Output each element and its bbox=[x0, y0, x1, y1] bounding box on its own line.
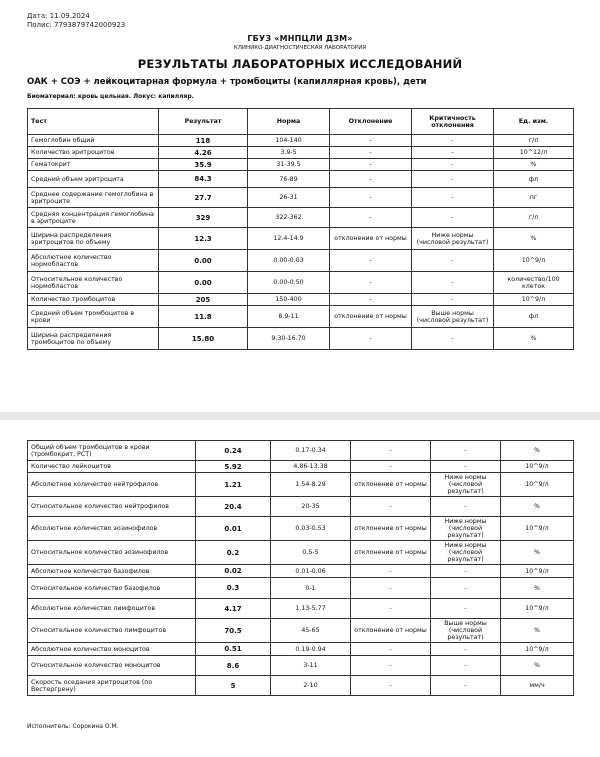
deviation-cell: - bbox=[330, 294, 412, 306]
result-value-cell: 0.00 bbox=[159, 250, 248, 272]
deviation-cell: - bbox=[351, 497, 431, 517]
criticality-cell: Ниже нормы (числовой результат) bbox=[431, 517, 501, 541]
criticality-cell: - bbox=[431, 565, 501, 578]
test-name-cell: Абсолютное количество нейтрофилов bbox=[28, 473, 196, 497]
deviation-cell: отклонение от нормы bbox=[330, 306, 412, 328]
test-name-cell: Относительное количество моноцитов bbox=[28, 656, 196, 676]
unit-cell: 10^9/л bbox=[501, 473, 574, 497]
test-name-cell: Скорость оседания эритроцитов (по Вестергрену) bbox=[28, 676, 196, 696]
test-name-cell: Относительное количество нормобластов bbox=[28, 272, 159, 294]
biomaterial-info: Биоматериал: кровь цельная. Локус: капилляр. bbox=[27, 93, 194, 100]
test-name-cell: Абсолютное количество лимфоцитов bbox=[28, 599, 196, 619]
results-table-page-1 bbox=[27, 108, 574, 350]
norm-range-cell: 1.13-5.77 bbox=[271, 599, 351, 619]
norm-range-cell: 4.86-13.38 bbox=[271, 461, 351, 473]
table-row bbox=[28, 497, 574, 517]
unit-cell: фл bbox=[494, 171, 574, 188]
norm-range-cell: 2-10 bbox=[271, 676, 351, 696]
deviation-cell: отклонение от нормы bbox=[351, 541, 431, 565]
laboratory-name: КЛИНИКО-ДИАГНОСТИЧЕСКАЯ ЛАБОРАТОРИЯ bbox=[233, 45, 367, 51]
deviation-cell: - bbox=[330, 147, 412, 159]
norm-range-cell: 150-400 bbox=[248, 294, 330, 306]
unit-cell: % bbox=[501, 578, 574, 599]
deviation-cell: - bbox=[351, 643, 431, 656]
norm-range-cell: 1.54-8.29 bbox=[271, 473, 351, 497]
norm-range-cell: 0.00-0.50 bbox=[248, 272, 330, 294]
unit-cell: мм/ч bbox=[501, 676, 574, 696]
criticality-cell: - bbox=[431, 461, 501, 473]
report-page-2 bbox=[0, 420, 600, 757]
criticality-cell: Ниже нормы (числовой результат) bbox=[412, 228, 494, 250]
unit-cell: % bbox=[501, 619, 574, 643]
test-name-cell: Абсолютное количество базофилов bbox=[28, 565, 196, 578]
criticality-cell: - bbox=[412, 147, 494, 159]
result-value-cell: 0.00 bbox=[159, 272, 248, 294]
criticality-cell: - bbox=[431, 643, 501, 656]
criticality-cell: - bbox=[412, 272, 494, 294]
criticality-cell: Ниже нормы (числовой результат) bbox=[431, 541, 501, 565]
test-name-cell: Абсолютное количество эозинофилов bbox=[28, 517, 196, 541]
norm-range-cell: 45-65 bbox=[271, 619, 351, 643]
result-value-cell: 205 bbox=[159, 294, 248, 306]
norm-range-cell: 0.01-0.06 bbox=[271, 565, 351, 578]
column-header-result: Результат bbox=[159, 109, 248, 135]
deviation-cell: - bbox=[330, 135, 412, 147]
test-name-cell: Средняя концентрация гемоглобина в эритроците bbox=[28, 208, 159, 228]
table-row bbox=[28, 228, 574, 250]
table-row bbox=[28, 171, 574, 188]
deviation-cell: - bbox=[330, 159, 412, 171]
norm-range-cell: 31-39.5 bbox=[248, 159, 330, 171]
page-title: РЕЗУЛЬТАТЫ ЛАБОРАТОРНЫХ ИССЛЕДОВАНИЙ bbox=[137, 57, 463, 71]
table-row bbox=[28, 517, 574, 541]
column-header-norm: Норма bbox=[248, 109, 330, 135]
test-name-cell: Гематокрит bbox=[28, 159, 159, 171]
table-row bbox=[28, 135, 574, 147]
unit-cell: % bbox=[501, 497, 574, 517]
column-header-deviation: Отклонение bbox=[330, 109, 412, 135]
deviation-cell: - bbox=[330, 250, 412, 272]
criticality-cell: - bbox=[431, 441, 501, 461]
test-name-cell: Количество тромбоцитов bbox=[28, 294, 159, 306]
deviation-cell: - bbox=[330, 272, 412, 294]
result-value-cell: 84.3 bbox=[159, 171, 248, 188]
criticality-cell: Выше нормы (числовой результат) bbox=[412, 306, 494, 328]
table-row bbox=[28, 473, 574, 497]
criticality-cell: Выше нормы (числовой результат) bbox=[431, 619, 501, 643]
deviation-cell: - bbox=[330, 188, 412, 208]
unit-cell: г/л bbox=[494, 135, 574, 147]
result-value-cell: 20.4 bbox=[196, 497, 271, 517]
norm-range-cell: 3-11 bbox=[271, 656, 351, 676]
unit-cell: 10^9/л bbox=[501, 599, 574, 619]
criticality-cell: Ниже нормы (числовой результат) bbox=[431, 473, 501, 497]
deviation-cell: - bbox=[351, 656, 431, 676]
test-name-cell: Общий объем тромбоцитов в крови (тромбокрит, PCT) bbox=[28, 441, 196, 461]
deviation-cell: - bbox=[351, 599, 431, 619]
table-row bbox=[28, 619, 574, 643]
table-row bbox=[28, 541, 574, 565]
table-row bbox=[28, 306, 574, 328]
test-name-cell: Количество эритроцитов bbox=[28, 147, 159, 159]
unit-cell: % bbox=[501, 441, 574, 461]
deviation-cell: - bbox=[330, 208, 412, 228]
norm-range-cell: 0.17-0.34 bbox=[271, 441, 351, 461]
result-value-cell: 0.3 bbox=[196, 578, 271, 599]
report-date: Дата: 11.09.2024 bbox=[27, 12, 90, 20]
table-header-row bbox=[28, 109, 574, 135]
unit-cell: % bbox=[494, 328, 574, 350]
unit-cell: 10^9/л bbox=[501, 461, 574, 473]
criticality-cell: - bbox=[412, 294, 494, 306]
test-name-cell: Ширина распределения тромбоцитов по объему bbox=[28, 328, 159, 350]
unit-cell: % bbox=[494, 228, 574, 250]
criticality-cell: - bbox=[431, 676, 501, 696]
criticality-cell: - bbox=[431, 656, 501, 676]
table-row bbox=[28, 599, 574, 619]
criticality-cell: - bbox=[431, 497, 501, 517]
result-value-cell: 5 bbox=[196, 676, 271, 696]
test-name-cell: Средний объем эритроцита bbox=[28, 171, 159, 188]
result-value-cell: 0.01 bbox=[196, 517, 271, 541]
norm-range-cell: 8.9-11 bbox=[248, 306, 330, 328]
result-value-cell: 1.21 bbox=[196, 473, 271, 497]
table-row bbox=[28, 643, 574, 656]
result-value-cell: 0.24 bbox=[196, 441, 271, 461]
unit-cell: 10^12/л bbox=[494, 147, 574, 159]
column-header-criticality: Критичность отклонения bbox=[412, 109, 494, 135]
criticality-cell: - bbox=[412, 135, 494, 147]
norm-range-cell: 12.4-14.9 bbox=[248, 228, 330, 250]
unit-cell: количество/100 клеток bbox=[494, 272, 574, 294]
unit-cell: 10^9/л bbox=[501, 565, 574, 578]
result-value-cell: 8.6 bbox=[196, 656, 271, 676]
executor-signature-line: Исполнитель: Сорокина О.М. bbox=[27, 723, 119, 730]
test-name-cell: Среднее содержание гемоглобина в эритроците bbox=[28, 188, 159, 208]
result-value-cell: 70.5 bbox=[196, 619, 271, 643]
norm-range-cell: 20-35 bbox=[271, 497, 351, 517]
criticality-cell: - bbox=[431, 578, 501, 599]
table-row bbox=[28, 441, 574, 461]
test-name-cell: Относительное количество эозинофилов bbox=[28, 541, 196, 565]
test-name-cell: Абсолютное количество моноцитов bbox=[28, 643, 196, 656]
unit-cell: % bbox=[501, 656, 574, 676]
norm-range-cell: 0.5-5 bbox=[271, 541, 351, 565]
deviation-cell: - bbox=[330, 328, 412, 350]
result-value-cell: 118 bbox=[159, 135, 248, 147]
deviation-cell: - bbox=[351, 578, 431, 599]
deviation-cell: отклонение от нормы bbox=[351, 473, 431, 497]
result-value-cell: 0.51 bbox=[196, 643, 271, 656]
unit-cell: 10^9/л bbox=[501, 517, 574, 541]
result-value-cell: 5.92 bbox=[196, 461, 271, 473]
test-name-cell: Относительное количество нейтрофилов bbox=[28, 497, 196, 517]
policy-number: Полис: 7793879742000923 bbox=[27, 21, 126, 29]
test-name-cell: Относительное количество лимфоцитов bbox=[28, 619, 196, 643]
norm-range-cell: 26-31 bbox=[248, 188, 330, 208]
test-name-cell: Средний объем тромбоцитов в крови bbox=[28, 306, 159, 328]
results-table-page-2 bbox=[27, 440, 574, 696]
criticality-cell: - bbox=[412, 159, 494, 171]
deviation-cell: - bbox=[351, 565, 431, 578]
test-name-cell: Относительное количество базофилов bbox=[28, 578, 196, 599]
result-value-cell: 4.26 bbox=[159, 147, 248, 159]
criticality-cell: - bbox=[431, 599, 501, 619]
result-value-cell: 27.7 bbox=[159, 188, 248, 208]
test-name-cell: Количество лейкоцитов bbox=[28, 461, 196, 473]
result-value-cell: 15.80 bbox=[159, 328, 248, 350]
norm-range-cell: 3.9-5 bbox=[248, 147, 330, 159]
norm-range-cell: 0.00-0.03 bbox=[248, 250, 330, 272]
unit-cell: 10^9/л bbox=[494, 250, 574, 272]
deviation-cell: - bbox=[351, 441, 431, 461]
table-row bbox=[28, 188, 574, 208]
table-row bbox=[28, 250, 574, 272]
result-value-cell: 12.3 bbox=[159, 228, 248, 250]
deviation-cell: - bbox=[351, 461, 431, 473]
result-value-cell: 0.02 bbox=[196, 565, 271, 578]
result-value-cell: 35.9 bbox=[159, 159, 248, 171]
unit-cell: г/л bbox=[494, 208, 574, 228]
table-row bbox=[28, 272, 574, 294]
norm-range-cell: 104-140 bbox=[248, 135, 330, 147]
table-row bbox=[28, 565, 574, 578]
unit-cell: 10^9/л bbox=[494, 294, 574, 306]
unit-cell: пг bbox=[494, 188, 574, 208]
norm-range-cell: 0.03-0.53 bbox=[271, 517, 351, 541]
table-row bbox=[28, 578, 574, 599]
norm-range-cell: 76-89 bbox=[248, 171, 330, 188]
result-value-cell: 0.2 bbox=[196, 541, 271, 565]
norm-range-cell: 322-362 bbox=[248, 208, 330, 228]
test-name-cell: Ширина распределения эритроцитов по объему bbox=[28, 228, 159, 250]
table-row bbox=[28, 676, 574, 696]
table-row bbox=[28, 461, 574, 473]
test-name-cell: Гемоглобин общий bbox=[28, 135, 159, 147]
norm-range-cell: 0.19-0.94 bbox=[271, 643, 351, 656]
result-value-cell: 4.17 bbox=[196, 599, 271, 619]
table-row bbox=[28, 159, 574, 171]
norm-range-cell: 0-1 bbox=[271, 578, 351, 599]
deviation-cell: - bbox=[351, 676, 431, 696]
result-value-cell: 11.8 bbox=[159, 306, 248, 328]
deviation-cell: - bbox=[330, 171, 412, 188]
test-panel-title: ОАК + СОЭ + лейкоцитарная формула + тромбоциты (капиллярная кровь), дети bbox=[27, 77, 427, 87]
organization-name: ГБУЗ «МНПЦЛИ ДЗМ» bbox=[247, 34, 353, 43]
unit-cell: % bbox=[501, 541, 574, 565]
deviation-cell: отклонение от нормы bbox=[351, 619, 431, 643]
deviation-cell: отклонение от нормы bbox=[330, 228, 412, 250]
unit-cell: 10^9/л bbox=[501, 643, 574, 656]
unit-cell: % bbox=[494, 159, 574, 171]
criticality-cell: - bbox=[412, 188, 494, 208]
table-row bbox=[28, 328, 574, 350]
table-row bbox=[28, 656, 574, 676]
table-row bbox=[28, 208, 574, 228]
unit-cell: фл bbox=[494, 306, 574, 328]
norm-range-cell: 9.30-16.70 bbox=[248, 328, 330, 350]
table-row bbox=[28, 147, 574, 159]
column-header-test: Тест bbox=[28, 109, 159, 135]
criticality-cell: - bbox=[412, 328, 494, 350]
test-name-cell: Абсолютное количество нормобластов bbox=[28, 250, 159, 272]
table-row bbox=[28, 294, 574, 306]
deviation-cell: отклонение от нормы bbox=[351, 517, 431, 541]
result-value-cell: 329 bbox=[159, 208, 248, 228]
column-header-unit: Ед. изм. bbox=[494, 109, 574, 135]
criticality-cell: - bbox=[412, 208, 494, 228]
criticality-cell: - bbox=[412, 171, 494, 188]
criticality-cell: - bbox=[412, 250, 494, 272]
